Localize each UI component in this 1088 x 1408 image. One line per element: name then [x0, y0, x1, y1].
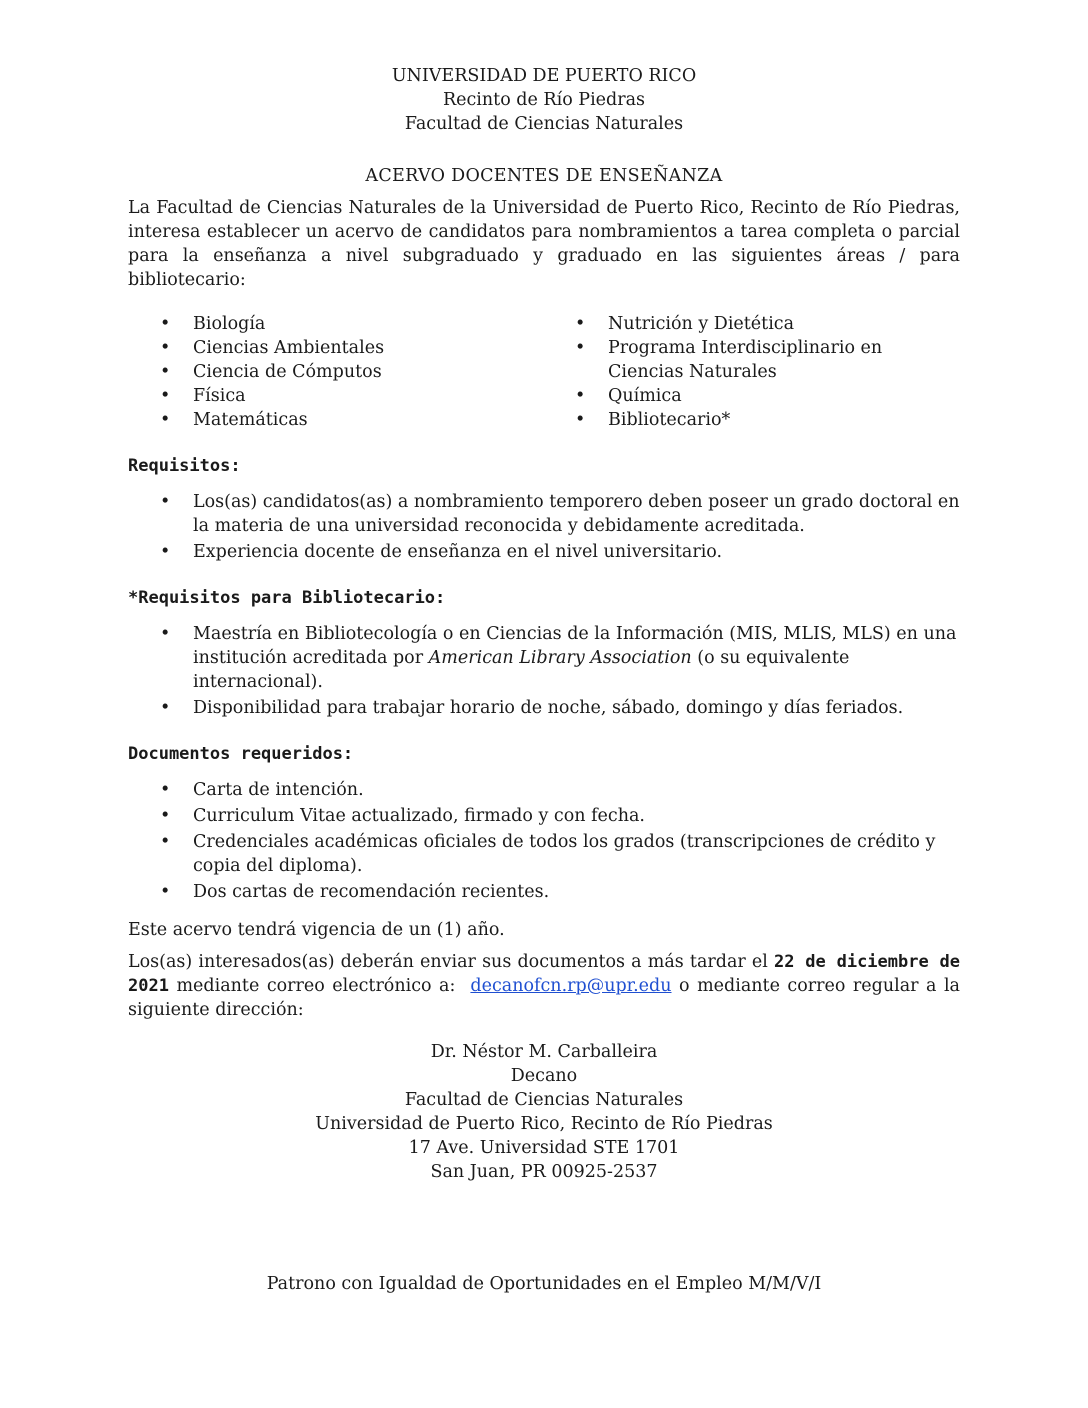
- letterhead: [128, 64, 960, 136]
- deadline-date: 22 de diciembre de 2021: [128, 952, 960, 996]
- requisitos-bibliotecario-list: [128, 622, 960, 720]
- requisito-bibliotecario-item: • Disponibilidad para trabajar horario de noche, sábado, domingo y días feriados.: [160, 698, 904, 718]
- envio-paragraph: Los(as) interesados(as) deberán enviar sus documentos a más tardar el 22 de diciembre de 2021 mediante correo electrónico a: decanofcn.rp@upr.edu o mediante correo regular a la siguiente dirección:: [128, 952, 960, 1020]
- mailing-address: [128, 1040, 960, 1184]
- documento-item: • Curriculum Vitae actualizado, firmado y con fecha.: [160, 806, 645, 826]
- documento-item: • Carta de intención.: [160, 780, 364, 800]
- vigencia-paragraph: Este acervo tendrá vigencia de un (1) año.: [128, 920, 505, 940]
- areas-list: [128, 312, 960, 432]
- address-street: 17 Ave. Universidad STE 1701: [408, 1138, 680, 1158]
- campus-name: Recinto de Río Piedras: [442, 90, 646, 110]
- area-item: • Programa Interdisciplinario en Ciencias Naturales: [575, 338, 883, 382]
- requisito-item: • Los(as) candidatos(as) a nombramiento temporero deben poseer un grado doctoral en la materia de una universidad reconocida y debidamente acreditada.: [160, 492, 960, 536]
- faculty-name: Facultad de Ciencias Naturales: [404, 114, 684, 134]
- documento-item: • Credenciales académicas oficiales de todos los grados (transcripciones de crédito y copia del diploma).: [160, 832, 936, 876]
- documentos-list: [128, 778, 960, 904]
- address-name: Dr. Néstor M. Carballeira: [430, 1042, 658, 1062]
- document-title: ACERVO DOCENTES DE ENSEÑANZA: [365, 166, 723, 186]
- area-item: • Nutrición y Dietética: [575, 314, 795, 334]
- university-name: UNIVERSIDAD DE PUERTO RICO: [391, 66, 697, 86]
- address-faculty: Facultad de Ciencias Naturales: [404, 1090, 684, 1110]
- document-page: [128, 64, 960, 1184]
- requisito-bibliotecario-item: • Maestría en Bibliotecología o en Ciencias de la Información (MIS, MLIS, MLS) en una institución acreditada por American Library Association (o su equivalente internacional).: [160, 624, 957, 692]
- ala-name: American Library Association: [428, 648, 692, 668]
- area-item: • Biología: [160, 314, 266, 334]
- requisitos-bibliotecario-heading: *Requisitos para Bibliotecario:: [128, 588, 446, 608]
- documento-item: • Dos cartas de recomendación recientes.: [160, 882, 550, 902]
- requisitos-heading: Requisitos:: [128, 456, 241, 476]
- area-item: • Ciencia de Cómputos: [160, 362, 382, 382]
- intro-paragraph: La Facultad de Ciencias Naturales de la Universidad de Puerto Rico, Recinto de Río Piedras, interesa establecer un acervo de candidatos para nombramientos a tarea completa o parcial para la enseñanza a nivel subgraduado y graduado en las siguientes áreas / para bibliotecario:: [128, 198, 960, 290]
- address-title: Decano: [510, 1066, 578, 1086]
- email-link[interactable]: decanofcn.rp@upr.edu: [470, 976, 672, 996]
- documentos-heading: Documentos requeridos:: [128, 744, 354, 764]
- requisitos-list: [128, 490, 960, 564]
- area-item: • Química: [575, 386, 682, 406]
- areas-column-right: [544, 312, 960, 432]
- requisito-item: • Experiencia docente de enseñanza en el nivel universitario.: [160, 542, 723, 562]
- area-item: • Física: [160, 386, 246, 406]
- footer-notice: Patrono con Igualdad de Oportunidades en el Empleo M/M/V/I: [266, 1274, 822, 1294]
- areas-column-left: [128, 312, 544, 432]
- area-item: • Ciencias Ambientales: [160, 338, 385, 358]
- address-university: Universidad de Puerto Rico, Recinto de Río Piedras: [315, 1114, 773, 1134]
- area-item: • Matemáticas: [160, 410, 308, 430]
- address-city: San Juan, PR 00925-2537: [430, 1162, 658, 1182]
- area-item: • Bibliotecario*: [575, 410, 731, 430]
